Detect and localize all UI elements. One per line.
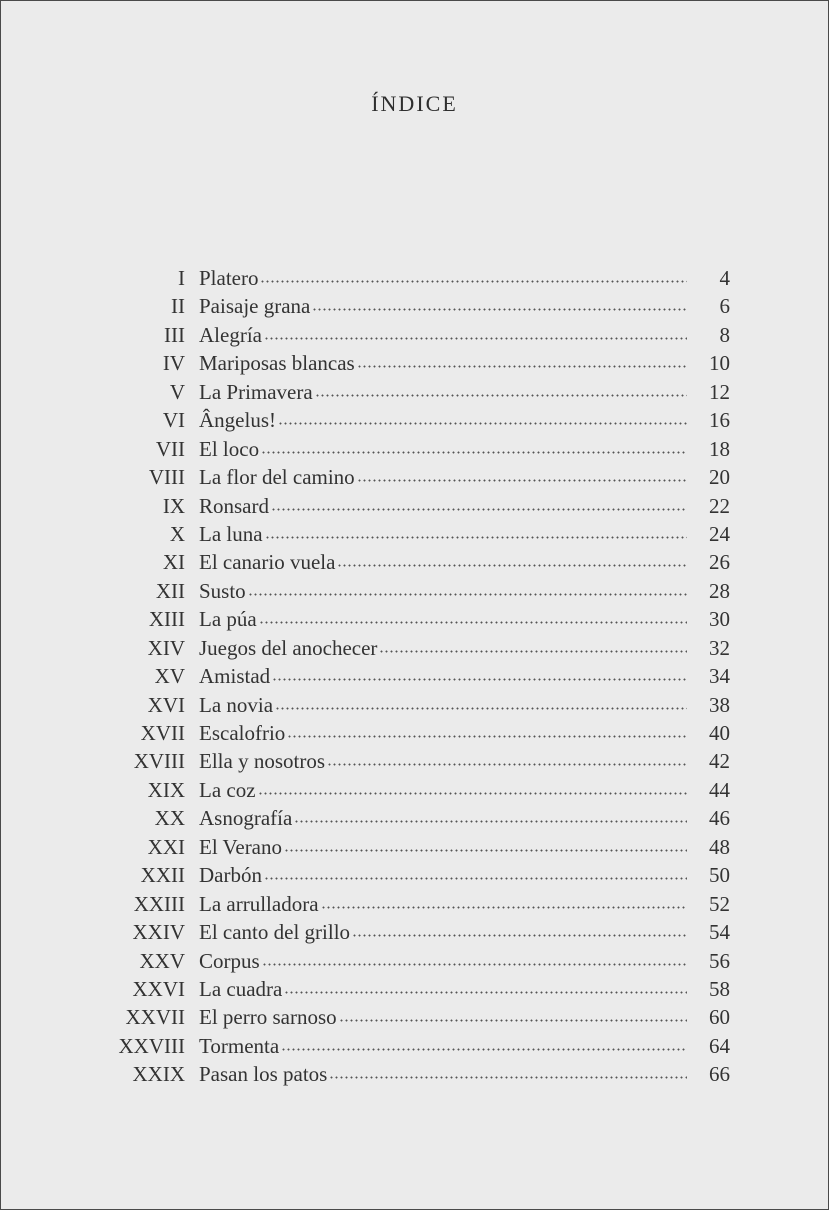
- page-number: 60: [709, 1005, 730, 1030]
- dot-leader: [357, 365, 687, 368]
- dot-leader: [281, 1048, 687, 1051]
- toc-row: [101, 435, 741, 463]
- chapter-title: Mariposas blancas: [199, 351, 355, 376]
- page-number: 10: [709, 351, 730, 376]
- page-number: 32: [709, 635, 730, 660]
- chapter-title: El perro sarnoso: [199, 1005, 337, 1030]
- chapter-title: La Primavera: [199, 379, 313, 404]
- page-number: 4: [719, 266, 730, 290]
- page-number: 64: [709, 1033, 730, 1058]
- chapter-title: La novia: [199, 692, 274, 717]
- toc-row: [101, 719, 741, 747]
- dot-leader: [275, 707, 687, 710]
- dot-leader: [379, 650, 687, 653]
- dot-leader: [337, 564, 687, 567]
- toc-entry: [199, 548, 687, 576]
- chapter-title: Amistad: [199, 664, 271, 689]
- toc-row: [101, 833, 741, 861]
- page-number: 12: [709, 379, 730, 404]
- dot-leader: [329, 1076, 687, 1079]
- toc-row: [101, 776, 741, 804]
- dot-leader: [284, 991, 687, 994]
- page-number: 50: [709, 863, 730, 888]
- dot-leader: [262, 963, 687, 966]
- page-number: 38: [709, 692, 730, 717]
- toc-row: [101, 691, 741, 719]
- toc-row: [101, 918, 741, 946]
- chapter-number: XVI: [147, 692, 185, 717]
- chapter-number: XXVI: [132, 976, 185, 1001]
- chapter-title: El loco: [199, 436, 260, 461]
- chapter-title: El canto del grillo: [199, 920, 351, 945]
- toc-row: [101, 947, 741, 975]
- chapter-title: Ronsard: [199, 493, 269, 518]
- chapter-title: La arrulladora: [199, 891, 319, 916]
- toc-row: [101, 378, 741, 406]
- chapter-number: V: [169, 379, 185, 404]
- toc-entry: [199, 1003, 687, 1031]
- dot-leader: [260, 280, 687, 283]
- dot-leader: [258, 792, 687, 795]
- toc-row: [101, 577, 741, 605]
- toc-entry: [199, 1032, 687, 1060]
- toc-entry: [199, 662, 687, 690]
- page-number: 16: [709, 408, 730, 433]
- chapter-number: II: [171, 294, 185, 319]
- toc-entry: [199, 321, 687, 349]
- chapter-title: Tormenta: [199, 1033, 280, 1058]
- chapter-number: XXI: [147, 834, 185, 859]
- toc-row: [101, 349, 741, 377]
- page-number: 56: [709, 948, 730, 973]
- page-number: 40: [709, 721, 730, 745]
- chapter-number: VIII: [148, 465, 185, 490]
- chapter-number: IX: [162, 493, 185, 518]
- toc-entry: [199, 747, 687, 775]
- chapter-number: XIII: [148, 607, 185, 632]
- toc-entry: [199, 691, 687, 719]
- chapter-number: XI: [162, 550, 185, 575]
- chapter-number: X: [169, 521, 185, 546]
- dot-leader: [315, 394, 687, 397]
- page-number: 54: [709, 920, 730, 945]
- toc-entry: [199, 804, 687, 832]
- chapter-title: Juegos del anochecer: [199, 635, 378, 660]
- toc-entry: [199, 719, 687, 747]
- chapter-title: La púa: [199, 607, 257, 632]
- chapter-title: La coz: [199, 777, 256, 802]
- dot-leader: [284, 849, 687, 852]
- toc-row: [101, 634, 741, 662]
- toc-entry: [199, 349, 687, 377]
- toc-row: [101, 520, 741, 548]
- toc-entry: [199, 861, 687, 889]
- toc-entry: [199, 577, 687, 605]
- toc-entry: [199, 918, 687, 946]
- chapter-title: Corpus: [199, 948, 260, 973]
- chapter-number: XXIX: [132, 1062, 185, 1087]
- toc-entry: [199, 833, 687, 861]
- dot-leader: [278, 422, 687, 425]
- dot-leader: [352, 934, 687, 937]
- page-number: 8: [719, 322, 730, 347]
- toc-entry: [199, 605, 687, 633]
- chapter-title: Escalofrio: [199, 721, 286, 745]
- toc-entry: [199, 378, 687, 406]
- chapter-title: El Verano: [199, 834, 283, 859]
- page-number: 22: [709, 493, 730, 518]
- dot-leader: [321, 906, 687, 909]
- chapter-number: XXII: [140, 863, 185, 888]
- dot-leader: [248, 593, 687, 596]
- page-number: 28: [709, 578, 730, 603]
- toc-entry: [199, 264, 687, 292]
- chapter-number: XII: [155, 578, 185, 603]
- toc-entry: [199, 520, 687, 548]
- toc-row: [101, 975, 741, 1003]
- toc-row: [101, 605, 741, 633]
- chapter-title: Asnografía: [199, 806, 293, 831]
- toc-row: [101, 1032, 741, 1060]
- chapter-title: Darbón: [199, 863, 262, 888]
- page-number: 30: [709, 607, 730, 632]
- chapter-number: XVII: [140, 721, 185, 745]
- page-number: 34: [709, 664, 730, 689]
- dot-leader: [287, 735, 687, 738]
- toc-entry: [199, 975, 687, 1003]
- chapter-number: XXV: [139, 948, 185, 973]
- page-number: 52: [709, 891, 730, 916]
- toc-row: [101, 463, 741, 491]
- toc-entry: [199, 292, 687, 320]
- toc-entry: [199, 890, 687, 918]
- chapter-number: XIV: [147, 635, 185, 660]
- page-number: 44: [709, 777, 730, 802]
- toc-row: [101, 1060, 741, 1088]
- dot-leader: [357, 479, 687, 482]
- dot-leader: [259, 621, 687, 624]
- page-number: 46: [709, 806, 730, 831]
- chapter-number: XXVIII: [118, 1033, 185, 1058]
- page-number: 20: [709, 465, 730, 490]
- table-of-contents: [101, 264, 741, 1089]
- toc-row: [101, 321, 741, 349]
- toc-entry: [199, 1060, 687, 1088]
- page-number: 66: [709, 1062, 730, 1087]
- toc-row: [101, 492, 741, 520]
- chapter-number: XV: [154, 664, 185, 689]
- chapter-number: XVIII: [133, 749, 185, 774]
- chapter-number: VI: [162, 408, 185, 433]
- toc-entry: [199, 492, 687, 520]
- dot-leader: [339, 1019, 687, 1022]
- chapter-title: La cuadra: [199, 976, 283, 1001]
- chapter-title: Paisaje grana: [199, 294, 311, 319]
- chapter-number: I: [178, 266, 185, 290]
- dot-leader: [264, 877, 687, 880]
- chapter-number: XXVII: [125, 1005, 185, 1030]
- chapter-title: Alegría: [199, 322, 262, 347]
- chapter-title: Ella y nosotros: [199, 749, 325, 774]
- toc-row: [101, 406, 741, 434]
- toc-row: [101, 861, 741, 889]
- dot-leader: [312, 308, 687, 311]
- toc-row: [101, 747, 741, 775]
- chapter-title: Susto: [199, 578, 246, 603]
- chapter-title: Platero: [199, 266, 259, 290]
- page-number: 48: [709, 834, 730, 859]
- chapter-number: XXIV: [132, 920, 185, 945]
- toc-entry: [199, 463, 687, 491]
- page-number: 42: [709, 749, 730, 774]
- dot-leader: [264, 337, 687, 340]
- chapter-number: III: [164, 322, 185, 347]
- chapter-title: La luna: [199, 521, 263, 546]
- chapter-number: XXIII: [133, 891, 185, 916]
- toc-row: [101, 890, 741, 918]
- chapter-number: VII: [155, 436, 185, 461]
- toc-entry: [199, 634, 687, 662]
- dot-leader: [261, 451, 687, 454]
- toc-row: [101, 264, 741, 292]
- dot-leader: [294, 820, 687, 823]
- toc-entry: [199, 435, 687, 463]
- chapter-title: El canario vuela: [199, 550, 336, 575]
- toc-row: [101, 548, 741, 576]
- chapter-title: La flor del camino: [199, 465, 355, 490]
- chapter-number: XIX: [147, 777, 185, 802]
- toc-row: [101, 1003, 741, 1031]
- dot-leader: [265, 536, 687, 539]
- chapter-title: Ângelus!: [199, 408, 276, 433]
- page-number: 26: [709, 550, 730, 575]
- chapter-number: IV: [162, 351, 185, 376]
- toc-row: [101, 804, 741, 832]
- page-number: 6: [719, 294, 730, 319]
- chapter-title: Pasan los patos: [199, 1062, 328, 1087]
- toc-entry: [199, 776, 687, 804]
- page-number: 18: [709, 436, 730, 461]
- toc-entry: [199, 406, 687, 434]
- page-number: 24: [709, 521, 730, 546]
- chapter-number: XX: [154, 806, 185, 831]
- toc-row: [101, 292, 741, 320]
- dot-leader: [327, 763, 687, 766]
- page-number: 58: [709, 976, 730, 1001]
- dot-leader: [272, 678, 687, 681]
- page-title: ÍNDICE: [371, 91, 458, 116]
- dot-leader: [271, 508, 687, 511]
- toc-row: [101, 662, 741, 690]
- toc-entry: [199, 947, 687, 975]
